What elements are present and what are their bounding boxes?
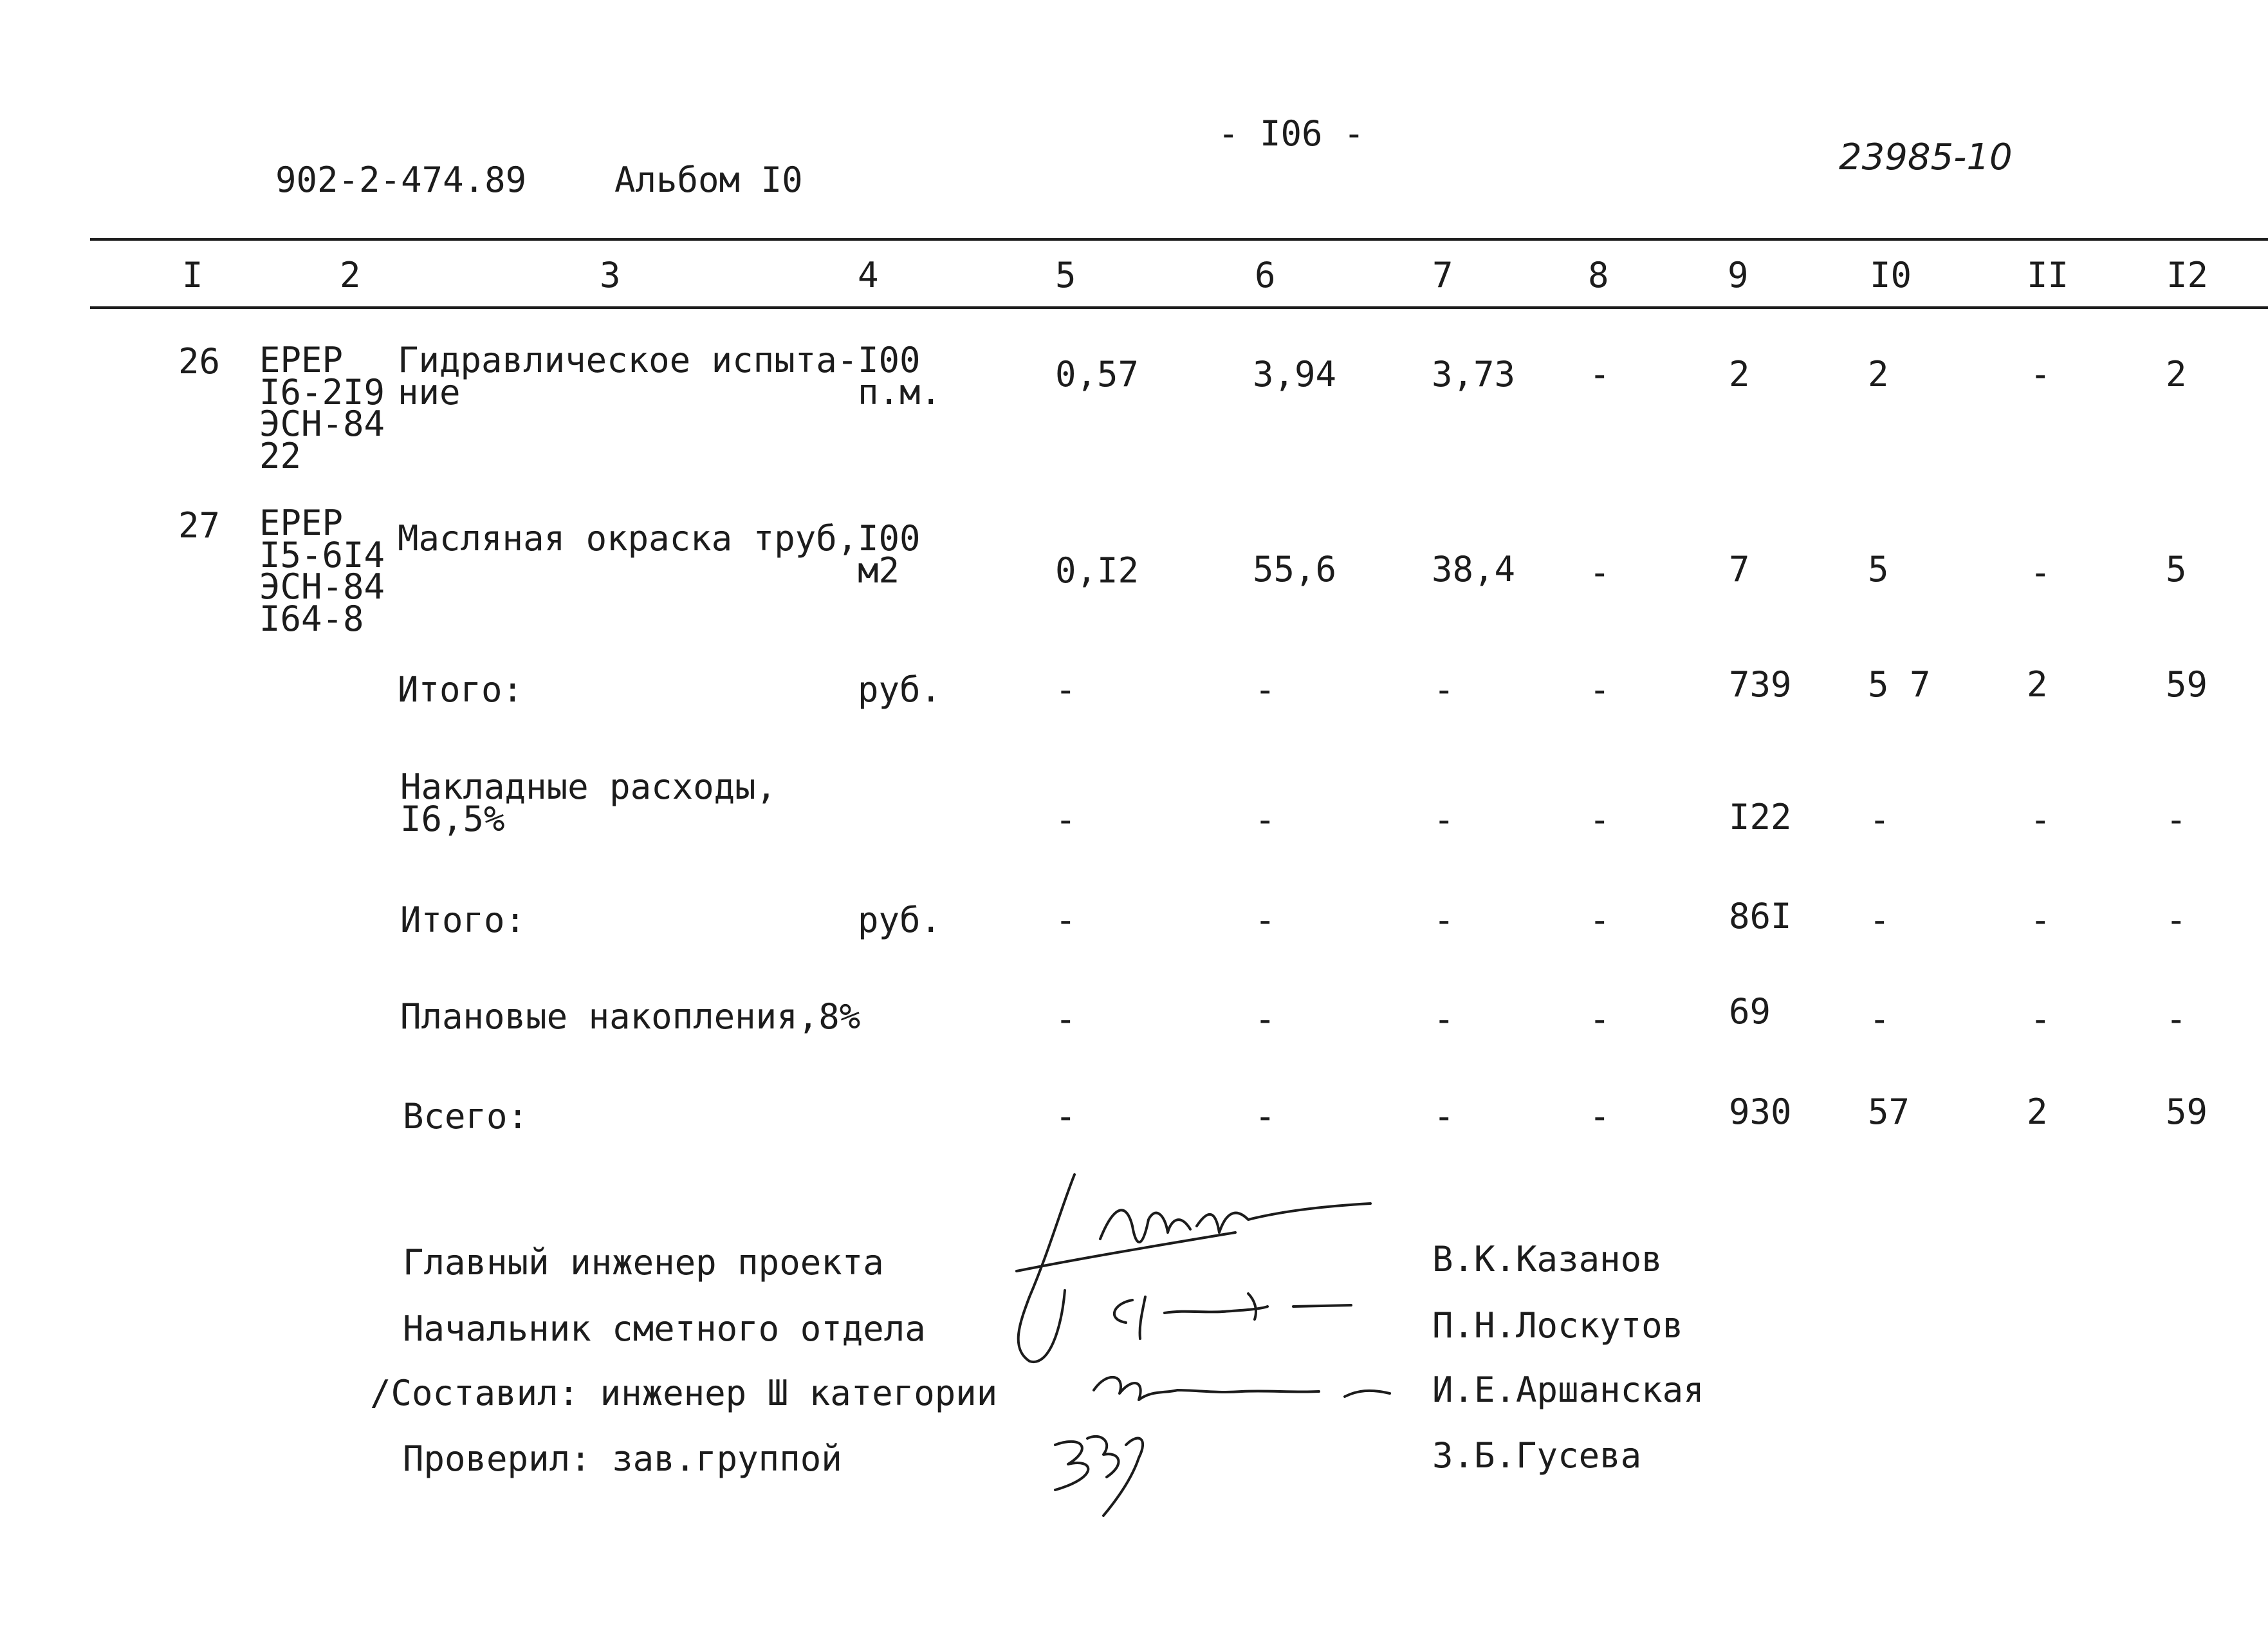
cell-col10: 5 7 xyxy=(1868,664,1931,705)
cell-col11: - xyxy=(2030,799,2051,840)
total-unit: руб. xyxy=(858,900,942,940)
cell-col8: - xyxy=(1589,999,1610,1039)
column-header: I2 xyxy=(2166,255,2209,295)
cell-col9: I22 xyxy=(1729,797,1792,837)
cell-col9: 69 xyxy=(1729,991,1771,1032)
cell-col7: - xyxy=(1434,999,1455,1039)
row-number: 26 xyxy=(178,341,221,382)
cell-col11: - xyxy=(2030,999,2051,1039)
cell-col6: - xyxy=(1255,900,1276,940)
column-header: I0 xyxy=(1870,255,1912,295)
document-code: 902-2-474.89 xyxy=(275,160,527,200)
cell-col10: 2 xyxy=(1868,354,1889,395)
column-header: I xyxy=(182,255,203,295)
cell-col6: - xyxy=(1255,1096,1276,1137)
cell-col6: 3,94 xyxy=(1253,354,1337,395)
signatory-role: Начальник сметного отдела xyxy=(403,1308,926,1349)
total-label: Итого: xyxy=(398,669,524,710)
cell-col5: - xyxy=(1055,669,1076,710)
signatory-role: Проверил: зав.группой xyxy=(403,1438,842,1479)
signatory-name: П.Н.Лоскутов xyxy=(1432,1305,1684,1346)
signatory-role: Главный инженер проекта xyxy=(403,1242,884,1283)
cell-col9: 930 xyxy=(1729,1092,1792,1132)
cell-col9: 2 xyxy=(1729,354,1750,395)
cell-col10: - xyxy=(1869,900,1890,940)
cell-col8: - xyxy=(1589,900,1610,940)
signature-checker xyxy=(1042,1419,1184,1522)
column-header: 2 xyxy=(340,255,361,295)
cell-col6: - xyxy=(1255,999,1276,1039)
cell-col5: - xyxy=(1055,999,1076,1039)
cell-col12: - xyxy=(2166,799,2187,840)
column-header: 6 xyxy=(1255,255,1276,295)
cell-col8: - xyxy=(1589,1096,1610,1137)
cell-col12: 59 xyxy=(2166,664,2208,705)
norm-code: ЕРЕР I5-6I4 ЭСН-84 I64-8 xyxy=(259,503,385,640)
work-description: Гидравлическое испыта- ние xyxy=(398,340,858,413)
cell-col12: 5 xyxy=(2166,549,2187,590)
cell-col6: - xyxy=(1255,669,1276,710)
cell-col11: 2 xyxy=(2027,1092,2048,1132)
cell-col10: 5 xyxy=(1868,549,1889,590)
column-header: 3 xyxy=(600,255,621,295)
cell-col8: - xyxy=(1589,552,1610,593)
row-number: 27 xyxy=(178,505,221,546)
table-top-rule xyxy=(90,238,2268,241)
cell-col5: - xyxy=(1055,900,1076,940)
column-header: 9 xyxy=(1728,255,1749,295)
cell-col11: - xyxy=(2030,552,2051,593)
cell-col11: - xyxy=(2030,354,2051,395)
page-number: - I06 - xyxy=(1218,113,1365,154)
work-description: Масляная окраска труб, xyxy=(398,518,858,559)
cell-col6: 55,6 xyxy=(1253,549,1337,590)
album-label: Альбом I0 xyxy=(614,160,803,200)
column-header: 7 xyxy=(1432,255,1453,295)
unit-of-measure: I00 п.м. xyxy=(858,340,942,413)
total-label: Всего: xyxy=(403,1096,529,1137)
cell-col12: 59 xyxy=(2166,1092,2208,1132)
cell-col5: 0,57 xyxy=(1055,354,1139,395)
cell-col7: 3,73 xyxy=(1432,354,1516,395)
unit-of-measure: I00 м2 xyxy=(858,518,921,591)
signature-compiler xyxy=(1087,1364,1396,1416)
cell-col7: - xyxy=(1434,799,1455,840)
cell-col11: - xyxy=(2030,900,2051,940)
total-unit: руб. xyxy=(858,669,942,710)
cell-col7: - xyxy=(1434,669,1455,710)
cell-col8: - xyxy=(1589,354,1610,395)
signatory-name: З.Б.Гусева xyxy=(1432,1435,1642,1476)
norm-code: ЕРЕР I6-2I9 ЭСН-84 22 xyxy=(259,340,385,477)
cell-col9: 7 xyxy=(1729,549,1750,590)
cell-col9: 739 xyxy=(1729,664,1792,705)
signatory-role: /Составил: инженер Ш категории xyxy=(370,1373,998,1413)
cell-col12: 2 xyxy=(2166,354,2187,395)
total-label: Итого: xyxy=(400,900,526,940)
cell-col5: - xyxy=(1055,799,1076,840)
cell-col5: - xyxy=(1055,1096,1076,1137)
cell-col8: - xyxy=(1589,669,1610,710)
total-label: Накладные расходы, I6,5% xyxy=(400,767,777,839)
cell-col5: 0,I2 xyxy=(1055,550,1139,591)
cell-col11: 2 xyxy=(2027,664,2048,705)
cell-col6: - xyxy=(1255,799,1276,840)
cell-col7: - xyxy=(1434,1096,1455,1137)
column-header: 5 xyxy=(1055,255,1076,295)
cell-col10: - xyxy=(1869,999,1890,1039)
cell-col10: - xyxy=(1869,799,1890,840)
table-header-rule xyxy=(90,306,2268,309)
cell-col12: - xyxy=(2166,900,2187,940)
total-label: Плановые накопления,8% xyxy=(400,996,861,1037)
signature-estimate-head xyxy=(1094,1287,1364,1345)
signatory-name: И.Е.Аршанская xyxy=(1432,1370,1704,1410)
column-header: II xyxy=(2027,255,2069,295)
column-header: 8 xyxy=(1588,255,1609,295)
cell-col8: - xyxy=(1589,799,1610,840)
cell-col12: - xyxy=(2166,999,2187,1039)
signatory-name: В.К.Казанов xyxy=(1432,1239,1663,1279)
inventory-number: 23985-10 xyxy=(1839,136,2013,178)
cell-col7: - xyxy=(1434,900,1455,940)
column-header: 4 xyxy=(858,255,879,295)
cell-col10: 57 xyxy=(1868,1092,1910,1132)
cell-col9: 86I xyxy=(1729,896,1792,936)
cell-col7: 38,4 xyxy=(1432,549,1516,590)
